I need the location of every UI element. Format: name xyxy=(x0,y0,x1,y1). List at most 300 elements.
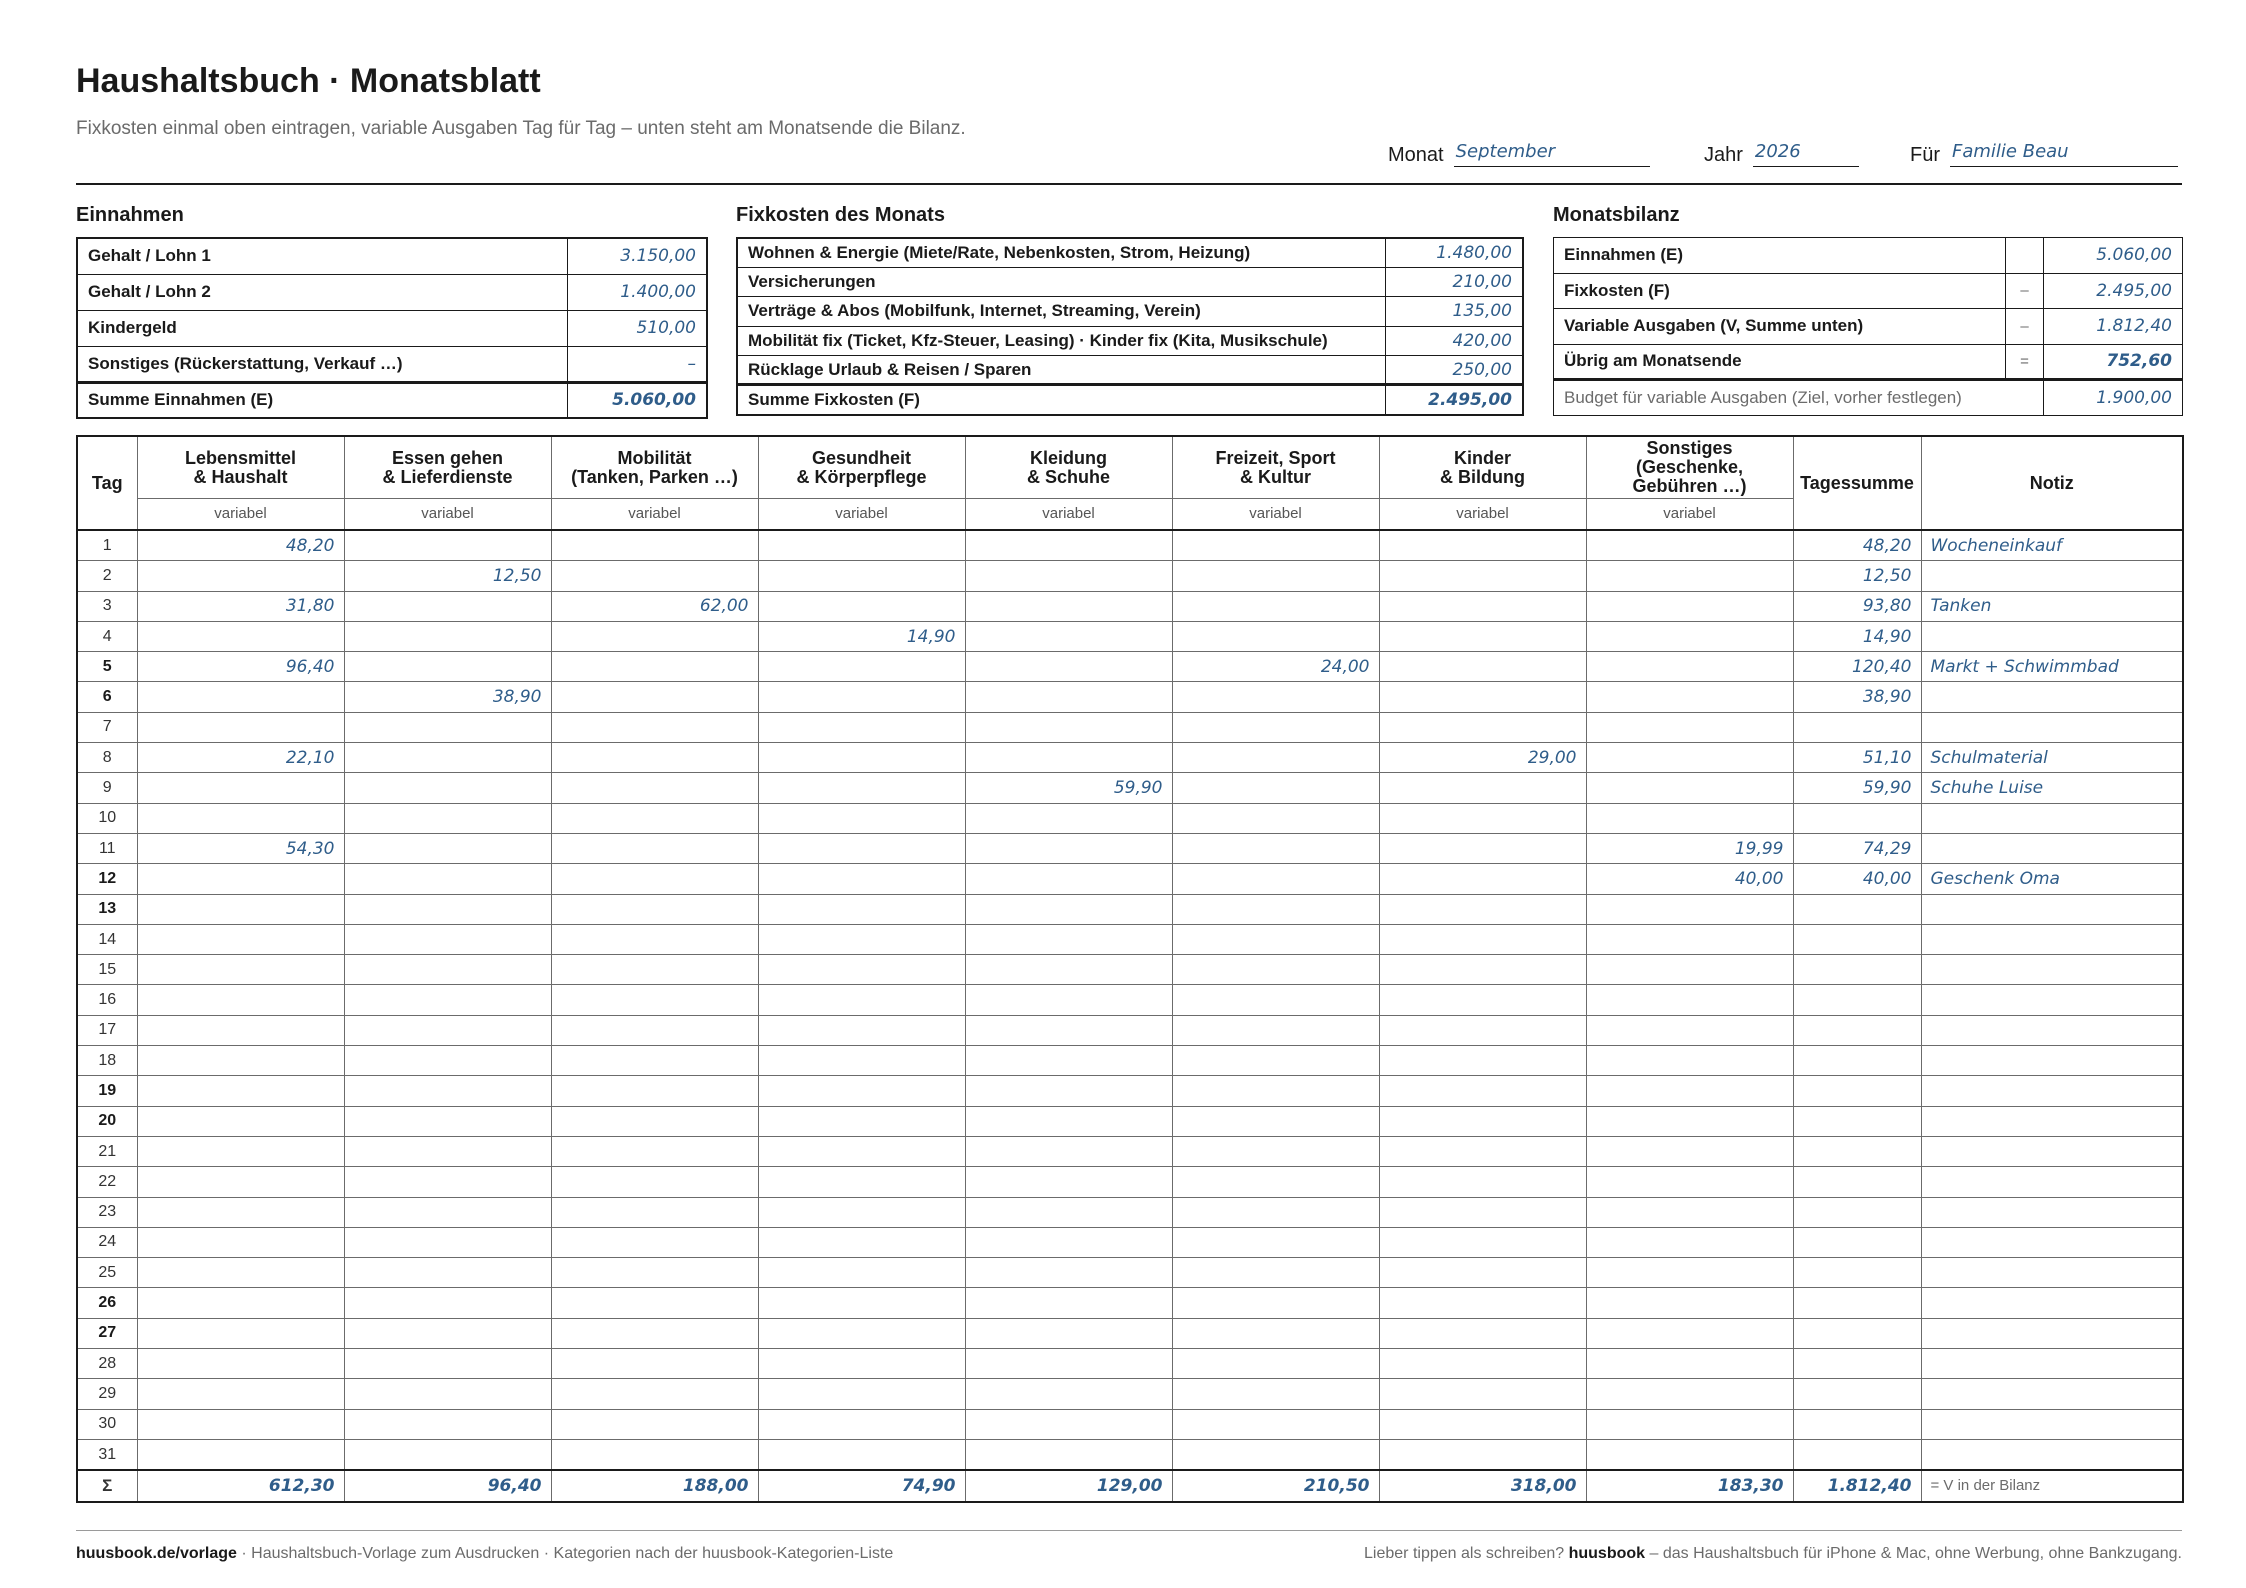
expense-cell[interactable] xyxy=(1586,1106,1793,1136)
daily-sum-cell[interactable] xyxy=(1793,1379,1921,1409)
expense-cell[interactable] xyxy=(965,712,1172,742)
expense-cell[interactable] xyxy=(1172,1015,1379,1045)
expense-cell[interactable] xyxy=(1379,621,1586,651)
expense-cell[interactable] xyxy=(1172,985,1379,1015)
expense-cell[interactable] xyxy=(344,985,551,1015)
expense-cell[interactable] xyxy=(344,621,551,651)
expense-cell[interactable] xyxy=(137,1136,344,1166)
expense-cell[interactable] xyxy=(965,864,1172,894)
daily-sum-cell[interactable] xyxy=(1793,985,1921,1015)
expense-cell[interactable] xyxy=(344,924,551,954)
note-cell[interactable] xyxy=(1921,621,2183,651)
daily-sum-cell[interactable] xyxy=(1793,1258,1921,1288)
expense-cell[interactable] xyxy=(344,743,551,773)
note-cell[interactable] xyxy=(1921,1439,2183,1470)
expense-cell[interactable] xyxy=(551,1409,758,1439)
expense-cell[interactable] xyxy=(758,773,965,803)
expense-cell[interactable] xyxy=(1172,1288,1379,1318)
expense-cell[interactable] xyxy=(344,1167,551,1197)
note-cell[interactable]: Wocheneinkauf xyxy=(1921,530,2183,561)
note-cell[interactable] xyxy=(1921,1046,2183,1076)
expense-cell[interactable] xyxy=(758,1227,965,1257)
expense-cell[interactable] xyxy=(1379,803,1586,833)
expense-cell[interactable] xyxy=(1379,955,1586,985)
fixed-cost-value[interactable]: 250,00 xyxy=(1385,356,1523,385)
note-cell[interactable] xyxy=(1921,1197,2183,1227)
expense-cell[interactable] xyxy=(758,955,965,985)
daily-sum-cell[interactable]: 59,90 xyxy=(1793,773,1921,803)
expense-cell[interactable] xyxy=(1172,1349,1379,1379)
expense-cell[interactable] xyxy=(965,1046,1172,1076)
daily-sum-cell[interactable]: 40,00 xyxy=(1793,864,1921,894)
expense-cell[interactable]: 31,80 xyxy=(137,591,344,621)
expense-cell[interactable] xyxy=(1172,1197,1379,1227)
expense-cell[interactable]: 14,90 xyxy=(758,621,965,651)
expense-cell[interactable] xyxy=(965,561,1172,591)
expense-cell[interactable] xyxy=(1379,1167,1586,1197)
expense-cell[interactable] xyxy=(551,712,758,742)
expense-cell[interactable] xyxy=(1379,682,1586,712)
expense-cell[interactable] xyxy=(551,530,758,561)
expense-cell[interactable] xyxy=(1586,652,1793,682)
note-cell[interactable]: Markt + Schwimmbad xyxy=(1921,652,2183,682)
expense-cell[interactable] xyxy=(344,1136,551,1166)
expense-cell[interactable] xyxy=(1172,1409,1379,1439)
daily-sum-cell[interactable]: 93,80 xyxy=(1793,591,1921,621)
expense-cell[interactable] xyxy=(965,1439,1172,1470)
daily-sum-cell[interactable] xyxy=(1793,1046,1921,1076)
expense-cell[interactable] xyxy=(1172,712,1379,742)
expense-cell[interactable]: 62,00 xyxy=(551,591,758,621)
month-field[interactable] xyxy=(1388,140,1650,167)
daily-sum-cell[interactable] xyxy=(1793,1136,1921,1166)
expense-cell[interactable] xyxy=(551,1197,758,1227)
expense-cell[interactable] xyxy=(1172,955,1379,985)
note-cell[interactable] xyxy=(1921,1379,2183,1409)
expense-cell[interactable] xyxy=(965,1379,1172,1409)
expense-cell[interactable] xyxy=(1586,1349,1793,1379)
footer-right-brand[interactable]: huusbook xyxy=(1568,1545,1646,1562)
expense-cell[interactable] xyxy=(758,924,965,954)
expense-cell[interactable] xyxy=(137,1288,344,1318)
note-cell[interactable] xyxy=(1921,833,2183,863)
expense-cell[interactable] xyxy=(1379,1136,1586,1166)
expense-cell[interactable] xyxy=(1586,1227,1793,1257)
expense-cell[interactable] xyxy=(551,1379,758,1409)
expense-cell[interactable] xyxy=(344,1439,551,1470)
expense-cell[interactable] xyxy=(1586,1409,1793,1439)
expense-cell[interactable] xyxy=(137,1318,344,1348)
note-cell[interactable] xyxy=(1921,682,2183,712)
expense-cell[interactable] xyxy=(1379,1046,1586,1076)
daily-sum-cell[interactable] xyxy=(1793,712,1921,742)
note-cell[interactable] xyxy=(1921,1106,2183,1136)
expense-cell[interactable] xyxy=(551,1288,758,1318)
expense-cell[interactable] xyxy=(551,1076,758,1106)
expense-cell[interactable]: 12,50 xyxy=(344,561,551,591)
expense-cell[interactable] xyxy=(344,803,551,833)
daily-sum-cell[interactable] xyxy=(1793,1015,1921,1045)
expense-cell[interactable] xyxy=(551,743,758,773)
expense-cell[interactable] xyxy=(137,773,344,803)
expense-cell[interactable] xyxy=(1172,682,1379,712)
fixed-cost-value[interactable]: 420,00 xyxy=(1385,326,1523,355)
expense-cell[interactable] xyxy=(758,561,965,591)
expense-cell[interactable] xyxy=(1172,833,1379,863)
daily-sum-cell[interactable] xyxy=(1793,803,1921,833)
expense-cell[interactable] xyxy=(551,1106,758,1136)
note-cell[interactable] xyxy=(1921,1167,2183,1197)
note-cell[interactable] xyxy=(1921,1076,2183,1106)
daily-sum-cell[interactable] xyxy=(1793,1227,1921,1257)
expense-cell[interactable] xyxy=(1586,1288,1793,1318)
expense-cell[interactable] xyxy=(1586,803,1793,833)
expense-cell[interactable]: 96,40 xyxy=(137,652,344,682)
expense-cell[interactable] xyxy=(1379,1076,1586,1106)
expense-cell[interactable] xyxy=(965,1409,1172,1439)
note-cell[interactable] xyxy=(1921,1318,2183,1348)
expense-cell[interactable] xyxy=(1172,1379,1379,1409)
note-cell[interactable] xyxy=(1921,1015,2183,1045)
expense-cell[interactable] xyxy=(758,1136,965,1166)
expense-cell[interactable] xyxy=(1379,864,1586,894)
expense-cell[interactable] xyxy=(1172,1318,1379,1348)
daily-sum-cell[interactable]: 120,40 xyxy=(1793,652,1921,682)
expense-cell[interactable] xyxy=(1586,773,1793,803)
expense-cell[interactable] xyxy=(758,1349,965,1379)
expense-cell[interactable] xyxy=(1172,591,1379,621)
expense-cell[interactable] xyxy=(758,652,965,682)
expense-cell[interactable] xyxy=(137,1046,344,1076)
expense-cell[interactable] xyxy=(758,1318,965,1348)
expense-cell[interactable] xyxy=(1379,985,1586,1015)
expense-cell[interactable]: 24,00 xyxy=(1172,652,1379,682)
expense-cell[interactable] xyxy=(1379,1227,1586,1257)
fixed-cost-value[interactable]: 210,00 xyxy=(1385,267,1523,296)
expense-cell[interactable] xyxy=(137,712,344,742)
expense-cell[interactable] xyxy=(758,530,965,561)
expense-cell[interactable]: 54,30 xyxy=(137,833,344,863)
note-cell[interactable] xyxy=(1921,1136,2183,1166)
expense-cell[interactable] xyxy=(551,682,758,712)
expense-cell[interactable] xyxy=(965,1318,1172,1348)
expense-cell[interactable] xyxy=(965,803,1172,833)
expense-cell[interactable] xyxy=(1172,1167,1379,1197)
expense-cell[interactable] xyxy=(965,985,1172,1015)
daily-sum-cell[interactable] xyxy=(1793,1106,1921,1136)
note-cell[interactable]: Tanken xyxy=(1921,591,2183,621)
expense-cell[interactable] xyxy=(758,1409,965,1439)
expense-cell[interactable] xyxy=(551,773,758,803)
expense-cell[interactable] xyxy=(1379,1409,1586,1439)
expense-cell[interactable] xyxy=(137,894,344,924)
expense-cell[interactable] xyxy=(1379,530,1586,561)
expense-cell[interactable] xyxy=(1172,743,1379,773)
expense-cell[interactable] xyxy=(551,833,758,863)
expense-cell[interactable] xyxy=(137,1167,344,1197)
expense-cell[interactable] xyxy=(344,1046,551,1076)
expense-cell[interactable] xyxy=(1586,591,1793,621)
expense-cell[interactable] xyxy=(965,1076,1172,1106)
expense-cell[interactable] xyxy=(1379,773,1586,803)
expense-cell[interactable] xyxy=(344,530,551,561)
note-cell[interactable] xyxy=(1921,1288,2183,1318)
note-cell[interactable] xyxy=(1921,894,2183,924)
daily-sum-cell[interactable]: 74,29 xyxy=(1793,833,1921,863)
expense-cell[interactable]: 48,20 xyxy=(137,530,344,561)
expense-cell[interactable] xyxy=(758,894,965,924)
expense-cell[interactable] xyxy=(1586,1379,1793,1409)
expense-cell[interactable] xyxy=(1586,985,1793,1015)
expense-cell[interactable] xyxy=(551,955,758,985)
expense-cell[interactable] xyxy=(1586,1197,1793,1227)
expense-cell[interactable] xyxy=(344,1106,551,1136)
expense-cell[interactable] xyxy=(965,743,1172,773)
expense-cell[interactable] xyxy=(758,1076,965,1106)
income-value[interactable]: 3.150,00 xyxy=(567,238,707,274)
expense-cell[interactable] xyxy=(344,1258,551,1288)
expense-cell[interactable] xyxy=(551,803,758,833)
expense-cell[interactable] xyxy=(344,1349,551,1379)
expense-cell[interactable] xyxy=(551,985,758,1015)
note-cell[interactable] xyxy=(1921,985,2183,1015)
expense-cell[interactable] xyxy=(344,773,551,803)
month-value[interactable]: September xyxy=(1454,140,1650,167)
expense-cell[interactable] xyxy=(137,1197,344,1227)
expense-cell[interactable] xyxy=(344,652,551,682)
expense-cell[interactable] xyxy=(137,1106,344,1136)
expense-cell[interactable] xyxy=(344,1227,551,1257)
expense-cell[interactable] xyxy=(965,1106,1172,1136)
fixed-cost-value[interactable]: 135,00 xyxy=(1385,297,1523,326)
expense-cell[interactable] xyxy=(758,833,965,863)
expense-cell[interactable] xyxy=(758,1439,965,1470)
expense-cell[interactable] xyxy=(965,1167,1172,1197)
expense-cell[interactable] xyxy=(758,1015,965,1045)
expense-cell[interactable] xyxy=(137,803,344,833)
expense-cell[interactable] xyxy=(1172,1258,1379,1288)
expense-cell[interactable] xyxy=(1172,561,1379,591)
expense-cell[interactable] xyxy=(551,924,758,954)
expense-cell[interactable] xyxy=(965,1015,1172,1045)
expense-cell[interactable] xyxy=(965,1136,1172,1166)
expense-cell[interactable] xyxy=(551,1136,758,1166)
expense-cell[interactable] xyxy=(344,1409,551,1439)
expense-cell[interactable] xyxy=(551,1227,758,1257)
expense-cell[interactable] xyxy=(1379,924,1586,954)
daily-sum-cell[interactable] xyxy=(1793,1167,1921,1197)
expense-cell[interactable] xyxy=(344,864,551,894)
expense-cell[interactable] xyxy=(137,561,344,591)
expense-cell[interactable]: 19,99 xyxy=(1586,833,1793,863)
expense-cell[interactable] xyxy=(1379,1106,1586,1136)
expense-cell[interactable] xyxy=(965,530,1172,561)
note-cell[interactable] xyxy=(1921,1409,2183,1439)
expense-cell[interactable]: 22,10 xyxy=(137,743,344,773)
daily-sum-cell[interactable]: 51,10 xyxy=(1793,743,1921,773)
expense-cell[interactable] xyxy=(1379,1015,1586,1045)
expense-cell[interactable] xyxy=(344,1318,551,1348)
expense-cell[interactable] xyxy=(1586,561,1793,591)
expense-cell[interactable] xyxy=(1172,924,1379,954)
note-cell[interactable] xyxy=(1921,1349,2183,1379)
daily-sum-cell[interactable] xyxy=(1793,1318,1921,1348)
expense-cell[interactable] xyxy=(1172,1227,1379,1257)
daily-sum-cell[interactable] xyxy=(1793,1349,1921,1379)
expense-cell[interactable] xyxy=(1379,1288,1586,1318)
expense-cell[interactable] xyxy=(1379,712,1586,742)
expense-cell[interactable] xyxy=(137,1439,344,1470)
daily-sum-cell[interactable] xyxy=(1793,1288,1921,1318)
income-value[interactable]: 1.400,00 xyxy=(567,274,707,310)
expense-cell[interactable] xyxy=(758,803,965,833)
expense-cell[interactable] xyxy=(965,652,1172,682)
expense-cell[interactable] xyxy=(344,955,551,985)
expense-cell[interactable] xyxy=(551,1439,758,1470)
expense-cell[interactable] xyxy=(1586,1015,1793,1045)
footer-left-brand[interactable]: huusbook.de/vorlage xyxy=(76,1545,237,1562)
expense-cell[interactable] xyxy=(965,1349,1172,1379)
note-cell[interactable]: Schulmaterial xyxy=(1921,743,2183,773)
expense-cell[interactable] xyxy=(137,1349,344,1379)
expense-cell[interactable] xyxy=(344,712,551,742)
expense-cell[interactable] xyxy=(965,621,1172,651)
income-value[interactable]: – xyxy=(567,346,707,382)
expense-cell[interactable] xyxy=(1172,1106,1379,1136)
expense-cell[interactable] xyxy=(137,682,344,712)
expense-cell[interactable] xyxy=(1172,1439,1379,1470)
expense-cell[interactable] xyxy=(965,894,1172,924)
expense-cell[interactable] xyxy=(344,1288,551,1318)
expense-cell[interactable] xyxy=(1586,530,1793,561)
expense-cell[interactable] xyxy=(344,1076,551,1106)
note-cell[interactable]: Geschenk Oma xyxy=(1921,864,2183,894)
expense-cell[interactable] xyxy=(1586,1439,1793,1470)
expense-cell[interactable] xyxy=(1379,652,1586,682)
expense-cell[interactable] xyxy=(1172,773,1379,803)
for-value[interactable]: Familie Beau xyxy=(1950,140,2178,167)
expense-cell[interactable] xyxy=(1379,894,1586,924)
expense-cell[interactable] xyxy=(965,833,1172,863)
expense-cell[interactable] xyxy=(137,621,344,651)
expense-cell[interactable]: 59,90 xyxy=(965,773,1172,803)
expense-cell[interactable]: 29,00 xyxy=(1379,743,1586,773)
daily-sum-cell[interactable] xyxy=(1793,1409,1921,1439)
note-cell[interactable] xyxy=(1921,561,2183,591)
daily-sum-cell[interactable]: 12,50 xyxy=(1793,561,1921,591)
expense-cell[interactable] xyxy=(758,1197,965,1227)
expense-cell[interactable] xyxy=(551,652,758,682)
daily-sum-cell[interactable]: 14,90 xyxy=(1793,621,1921,651)
expense-cell[interactable] xyxy=(965,1197,1172,1227)
for-field[interactable] xyxy=(1910,140,2178,167)
expense-cell[interactable] xyxy=(1379,1349,1586,1379)
expense-cell[interactable] xyxy=(137,955,344,985)
expense-cell[interactable] xyxy=(137,1076,344,1106)
expense-cell[interactable] xyxy=(1172,1076,1379,1106)
expense-cell[interactable] xyxy=(1586,621,1793,651)
expense-cell[interactable] xyxy=(1172,621,1379,651)
expense-cell[interactable] xyxy=(965,591,1172,621)
expense-cell[interactable] xyxy=(1172,803,1379,833)
expense-cell[interactable] xyxy=(965,1258,1172,1288)
expense-cell[interactable] xyxy=(758,864,965,894)
expense-cell[interactable]: 40,00 xyxy=(1586,864,1793,894)
expense-cell[interactable] xyxy=(344,833,551,863)
expense-cell[interactable] xyxy=(551,1318,758,1348)
note-cell[interactable] xyxy=(1921,1258,2183,1288)
note-cell[interactable] xyxy=(1921,803,2183,833)
daily-sum-cell[interactable] xyxy=(1793,894,1921,924)
expense-cell[interactable] xyxy=(1586,1167,1793,1197)
expense-cell[interactable] xyxy=(1586,1136,1793,1166)
expense-cell[interactable] xyxy=(1172,530,1379,561)
expense-cell[interactable]: 38,90 xyxy=(344,682,551,712)
expense-cell[interactable] xyxy=(551,1349,758,1379)
expense-cell[interactable] xyxy=(551,1015,758,1045)
expense-cell[interactable] xyxy=(1586,1046,1793,1076)
expense-cell[interactable] xyxy=(551,864,758,894)
expense-cell[interactable] xyxy=(1379,561,1586,591)
expense-cell[interactable] xyxy=(344,1379,551,1409)
expense-cell[interactable] xyxy=(758,1379,965,1409)
expense-cell[interactable] xyxy=(551,894,758,924)
daily-sum-cell[interactable] xyxy=(1793,1197,1921,1227)
note-cell[interactable] xyxy=(1921,1227,2183,1257)
expense-cell[interactable] xyxy=(344,1015,551,1045)
expense-cell[interactable] xyxy=(965,924,1172,954)
daily-sum-cell[interactable]: 48,20 xyxy=(1793,530,1921,561)
daily-sum-cell[interactable]: 38,90 xyxy=(1793,682,1921,712)
expense-cell[interactable] xyxy=(1379,1258,1586,1288)
expense-cell[interactable] xyxy=(137,1258,344,1288)
budget-value[interactable]: 1.900,00 xyxy=(2044,380,2183,416)
expense-cell[interactable] xyxy=(1379,1318,1586,1348)
expense-cell[interactable] xyxy=(758,1288,965,1318)
expense-cell[interactable] xyxy=(1379,833,1586,863)
note-cell[interactable] xyxy=(1921,955,2183,985)
expense-cell[interactable] xyxy=(137,1015,344,1045)
income-value[interactable]: 510,00 xyxy=(567,310,707,346)
expense-cell[interactable] xyxy=(551,1258,758,1288)
expense-cell[interactable] xyxy=(551,1167,758,1197)
daily-sum-cell[interactable] xyxy=(1793,955,1921,985)
expense-cell[interactable] xyxy=(758,682,965,712)
expense-cell[interactable] xyxy=(758,743,965,773)
expense-cell[interactable] xyxy=(965,955,1172,985)
expense-cell[interactable] xyxy=(758,712,965,742)
expense-cell[interactable] xyxy=(344,1197,551,1227)
expense-cell[interactable] xyxy=(551,561,758,591)
expense-cell[interactable] xyxy=(1172,1046,1379,1076)
expense-cell[interactable] xyxy=(758,985,965,1015)
expense-cell[interactable] xyxy=(1586,955,1793,985)
expense-cell[interactable] xyxy=(758,1167,965,1197)
expense-cell[interactable] xyxy=(1379,1197,1586,1227)
year-field[interactable] xyxy=(1704,140,1859,167)
daily-sum-cell[interactable] xyxy=(1793,924,1921,954)
year-value[interactable]: 2026 xyxy=(1753,140,1859,167)
expense-cell[interactable] xyxy=(137,1227,344,1257)
note-cell[interactable] xyxy=(1921,924,2183,954)
expense-cell[interactable] xyxy=(137,1409,344,1439)
expense-cell[interactable] xyxy=(758,1106,965,1136)
expense-cell[interactable] xyxy=(1172,894,1379,924)
expense-cell[interactable] xyxy=(344,591,551,621)
expense-cell[interactable] xyxy=(137,864,344,894)
expense-cell[interactable] xyxy=(758,591,965,621)
expense-cell[interactable] xyxy=(551,1046,758,1076)
